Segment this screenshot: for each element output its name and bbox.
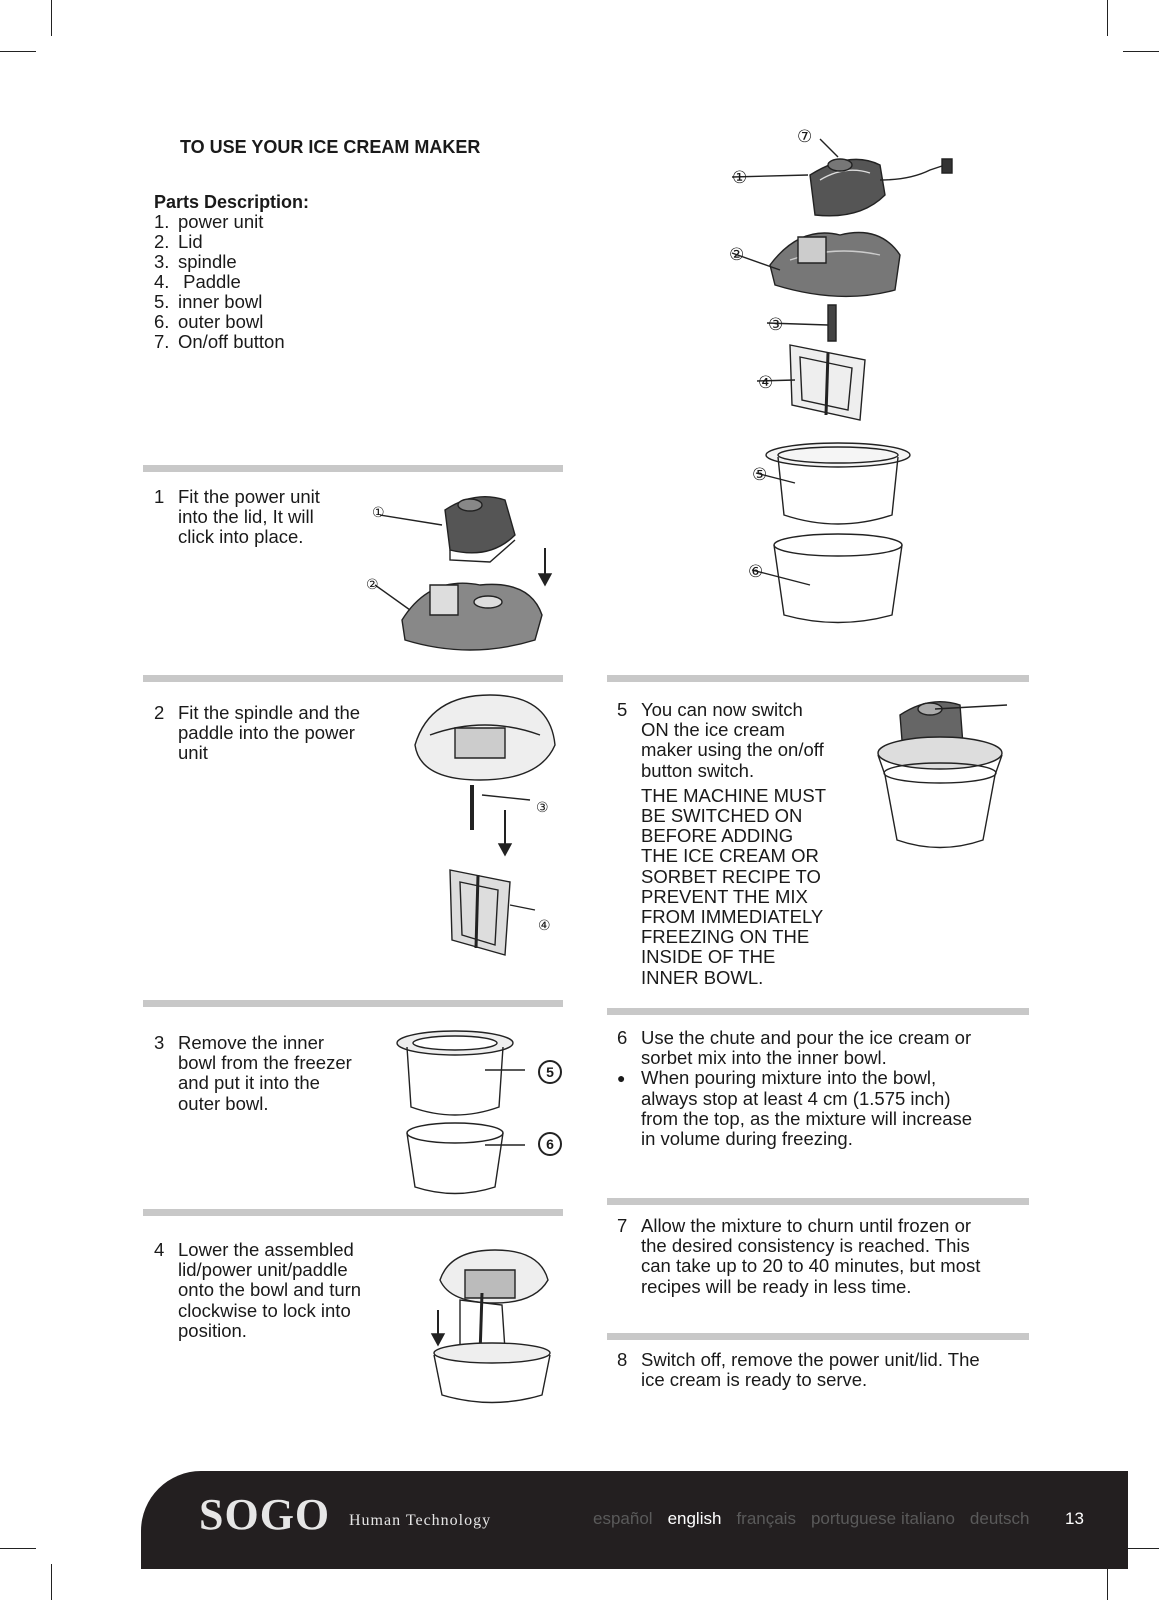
crop-mark [51, 1564, 52, 1600]
lang-italiano[interactable]: italiano [901, 1509, 955, 1528]
lang-english[interactable]: english [667, 1509, 722, 1528]
crop-mark [1107, 0, 1108, 36]
list-item: 2. Lid [154, 231, 203, 252]
lang-portuguese[interactable]: portuguese [810, 1509, 897, 1528]
list-item: 5. inner bowl [154, 291, 263, 312]
parts-list [154, 212, 285, 352]
crop-mark [0, 51, 36, 52]
callout-3: ③ [768, 315, 784, 335]
step-6 [617, 1028, 1037, 1149]
lang-francais[interactable]: français [736, 1509, 796, 1528]
divider [143, 465, 563, 472]
callout-1: ① [732, 168, 748, 188]
list-item: 3. spindle [154, 251, 237, 272]
power-unit-into-lid-illustration [370, 490, 560, 665]
crop-mark [1123, 1548, 1159, 1549]
divider [607, 1198, 1029, 1205]
divider [143, 1000, 563, 1007]
list-item: 1. power unit [154, 211, 264, 232]
step-7 [617, 1216, 1037, 1297]
lang-espanol[interactable]: español [593, 1509, 653, 1528]
assemble-lid-bowl-illustration [430, 1245, 560, 1410]
step-5 [617, 700, 862, 988]
step-number: 8 [617, 1349, 628, 1370]
crop-mark [1107, 1564, 1108, 1600]
callout-1: ① [372, 505, 385, 521]
callout-2: ② [366, 577, 379, 593]
callout-4: ④ [538, 918, 551, 934]
divider [607, 1333, 1029, 1340]
step-text: Allow the mixture to churn until frozen or the desired consistency is reached. This can take up to 20 to 40 minutes, but most recipes will be ready in less time. [641, 1215, 981, 1297]
switch-on-illustration [875, 695, 1015, 860]
brand-logo: SOGO [199, 1490, 331, 1539]
step-text: Lower the assembled lid/power unit/paddle onto the bowl and turn clockwise to lock into position. [178, 1239, 362, 1341]
lang-deutsch[interactable]: deutsch [969, 1509, 1030, 1528]
page-number: 13 [1065, 1509, 1084, 1528]
page-title: TO USE YOUR ICE CREAM MAKER [180, 137, 481, 157]
callout-2: ② [729, 245, 745, 265]
step-text: Remove the inner bowl from the freezer and put it into the outer bowl. [178, 1032, 352, 1114]
list-item: 4. Paddle [154, 271, 241, 292]
crop-mark [1123, 51, 1159, 52]
crop-mark [51, 0, 52, 36]
step-text: You can now switch ON the ice cream maker using the on/off button switch. [641, 699, 824, 781]
step-2 [154, 703, 404, 764]
callout-7: ⑦ [797, 127, 813, 147]
step-1 [154, 487, 364, 548]
step-warning: THE MACHINE MUST BE SWITCHED ON BEFORE ADDING THE ICE CREAM OR SORBET RECIPE TO PREVENT THE MIX FROM IMMEDIATELY FREEZING ON THE INSIDE OF THE INNER BOWL. [641, 784, 826, 988]
step-number: 7 [617, 1215, 628, 1236]
step-number: 5 [617, 699, 628, 720]
bowls-illustration [395, 1025, 565, 1195]
list-item: 6. outer bowl [154, 311, 264, 332]
step-text: Fit the power unit into the lid, It will click into place. [178, 486, 320, 548]
callout-4: ④ [758, 373, 774, 393]
divider [607, 1008, 1029, 1015]
parts-heading: Parts Description: [154, 192, 310, 212]
divider [143, 675, 563, 682]
brand-tagline: Human Technology [349, 1512, 492, 1529]
step-bullet-text: When pouring mixture into the bowl, always stop at least 4 cm (1.575 inch) from the top, as the mixture will increase in volume during freezing. [641, 1067, 973, 1150]
callout-badge-6: 6 [538, 1132, 562, 1156]
step-text: Use the chute and pour the ice cream or sorbet mix into the inner bowl. [641, 1027, 972, 1069]
footer-bar [141, 1471, 1128, 1569]
callout-3: ③ [536, 800, 549, 816]
step-8 [617, 1350, 1037, 1390]
divider [143, 1209, 563, 1216]
crop-mark [0, 1548, 36, 1549]
step-4 [154, 1240, 394, 1341]
callout-6: ⑥ [748, 562, 764, 582]
list-item: 7. On/off button [154, 331, 285, 352]
step-text: Fit the spindle and the paddle into the power unit [178, 702, 361, 764]
callout-badge-5: 5 [538, 1060, 562, 1084]
step-3 [154, 1033, 384, 1114]
divider [607, 675, 1029, 682]
bullet-icon: ● [617, 1070, 626, 1087]
step-number: 2 [154, 702, 165, 723]
step-number: 6 [617, 1027, 628, 1048]
step-number: 1 [154, 486, 165, 507]
callout-5: ⑤ [752, 465, 768, 485]
step-text: Switch off, remove the power unit/lid. The ice cream is ready to serve. [641, 1349, 980, 1391]
language-nav [593, 1509, 1044, 1529]
step-number: 3 [154, 1032, 165, 1053]
step-number: 4 [154, 1239, 165, 1260]
